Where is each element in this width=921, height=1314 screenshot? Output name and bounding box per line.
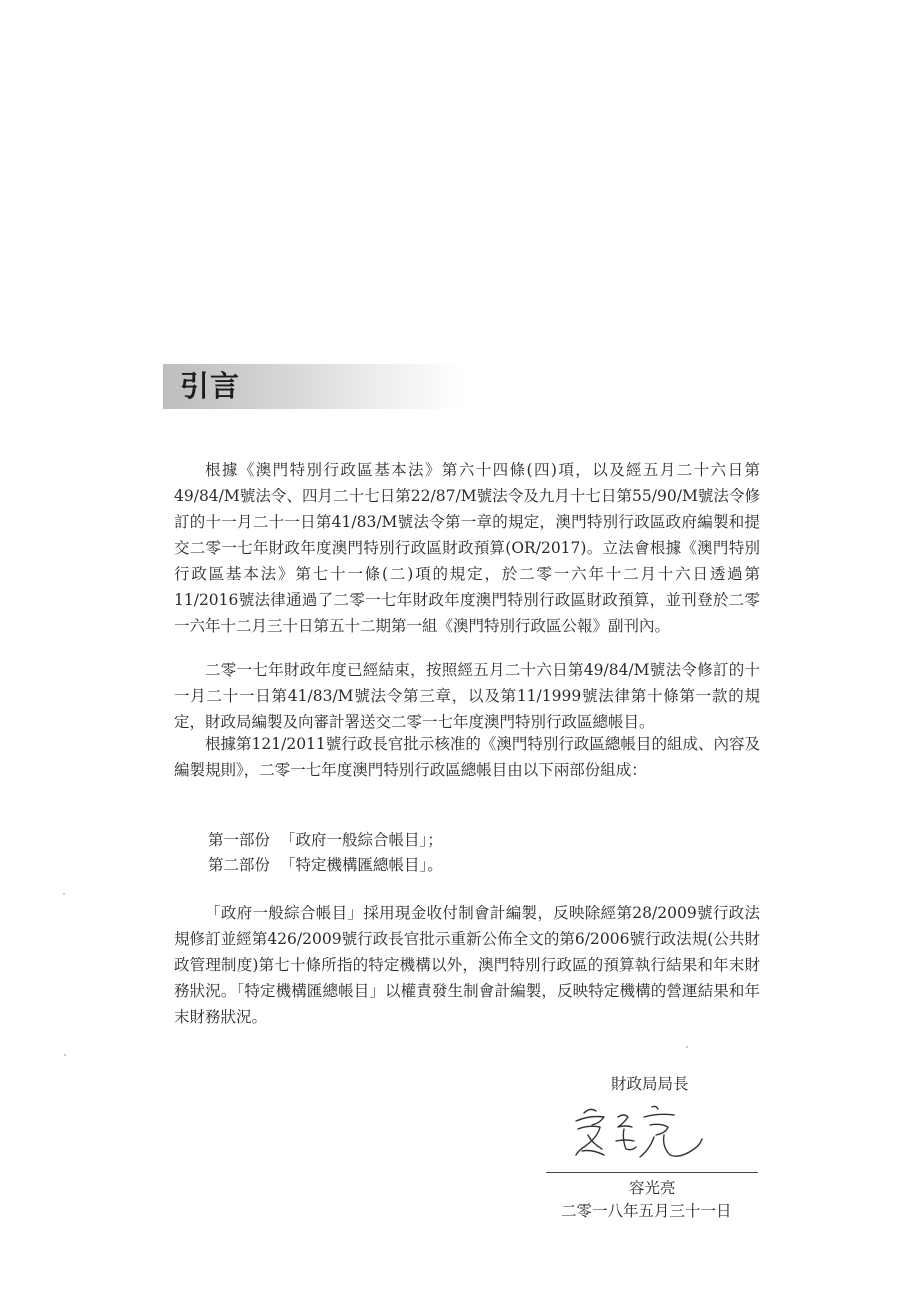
- list-item: [208, 827, 443, 853]
- page-title: 引言: [180, 369, 241, 403]
- paragraph-legal-basis: 根據《澳門特別行政區基本法》第六十四條(四)項，以及經五月二十六日第49/84/M號法令、四月二十七日第22/87/M號法令及九月十七日第55/90/M號法令修訂的十一月二十一日第41/83/M號法令第一章的規定，澳門特別行政區政府編製和提交二零一七年財政年度澳門特別行政區財政預算(OR/2017)。立法會根據《澳門特別行政區基本法》第七十一條(二)項的規定，於二零一六年十二月十六日透過第11/2016號法律通過了二零一七年財政年度澳門特別行政區財政預算，並刊登於二零一六年十二月三十日第五十二期第一組《澳門特別行政區公報》副刊內。: [174, 461, 760, 635]
- paragraph-year-end: 二零一七年財政年度已經結束，按照經五月二十六日第49/84/M號法令修訂的十一月二十一日第41/83/M號法令第三章，以及第11/1999號法律第十條第一款的規定，財政局編製及向審計署送交二零一七年度澳門特別行政區總帳目。: [174, 661, 760, 731]
- part-text: 「特定機構匯總帳目」。: [280, 856, 443, 874]
- signatory-name: 容光亮: [629, 1179, 676, 1197]
- part-label: 第二部份: [208, 856, 271, 874]
- paragraph-composition: 根據第121/2011號行政長官批示核准的《澳門特別行政區總帳目的組成、內容及編製規則》，二零一七年度澳門特別行政區總帳目由以下兩部份組成：: [174, 735, 760, 779]
- signatory-title: 財政局局長: [611, 1075, 689, 1093]
- signature-rule: [546, 1172, 758, 1173]
- paragraph-accounting-basis: 「政府一般綜合帳目」採用現金收付制會計編製，反映除經第28/2009號行政法規修訂並經第426/2009號行政長官批示重新公佈全文的第6/2006號行政法規(公共財政管理制度)第七十條所指的特定機構以外，澳門特別行政區的預算執行結果和年末財務狀況。「特定機構匯總帳目」以權責發生制會計編製，反映特定機構的營運結果和年末財務狀況。: [174, 904, 760, 1026]
- list-item: [208, 852, 443, 878]
- handwritten-signature: [566, 1095, 716, 1167]
- scan-speck: [686, 1046, 688, 1048]
- part-label: 第一部份: [208, 831, 271, 849]
- part-text: 「政府一般綜合帳目」；: [280, 831, 443, 849]
- scan-speck: [63, 893, 65, 895]
- scan-speck: [64, 1054, 66, 1056]
- signature-date: 二零一八年五月三十一日: [561, 1202, 732, 1220]
